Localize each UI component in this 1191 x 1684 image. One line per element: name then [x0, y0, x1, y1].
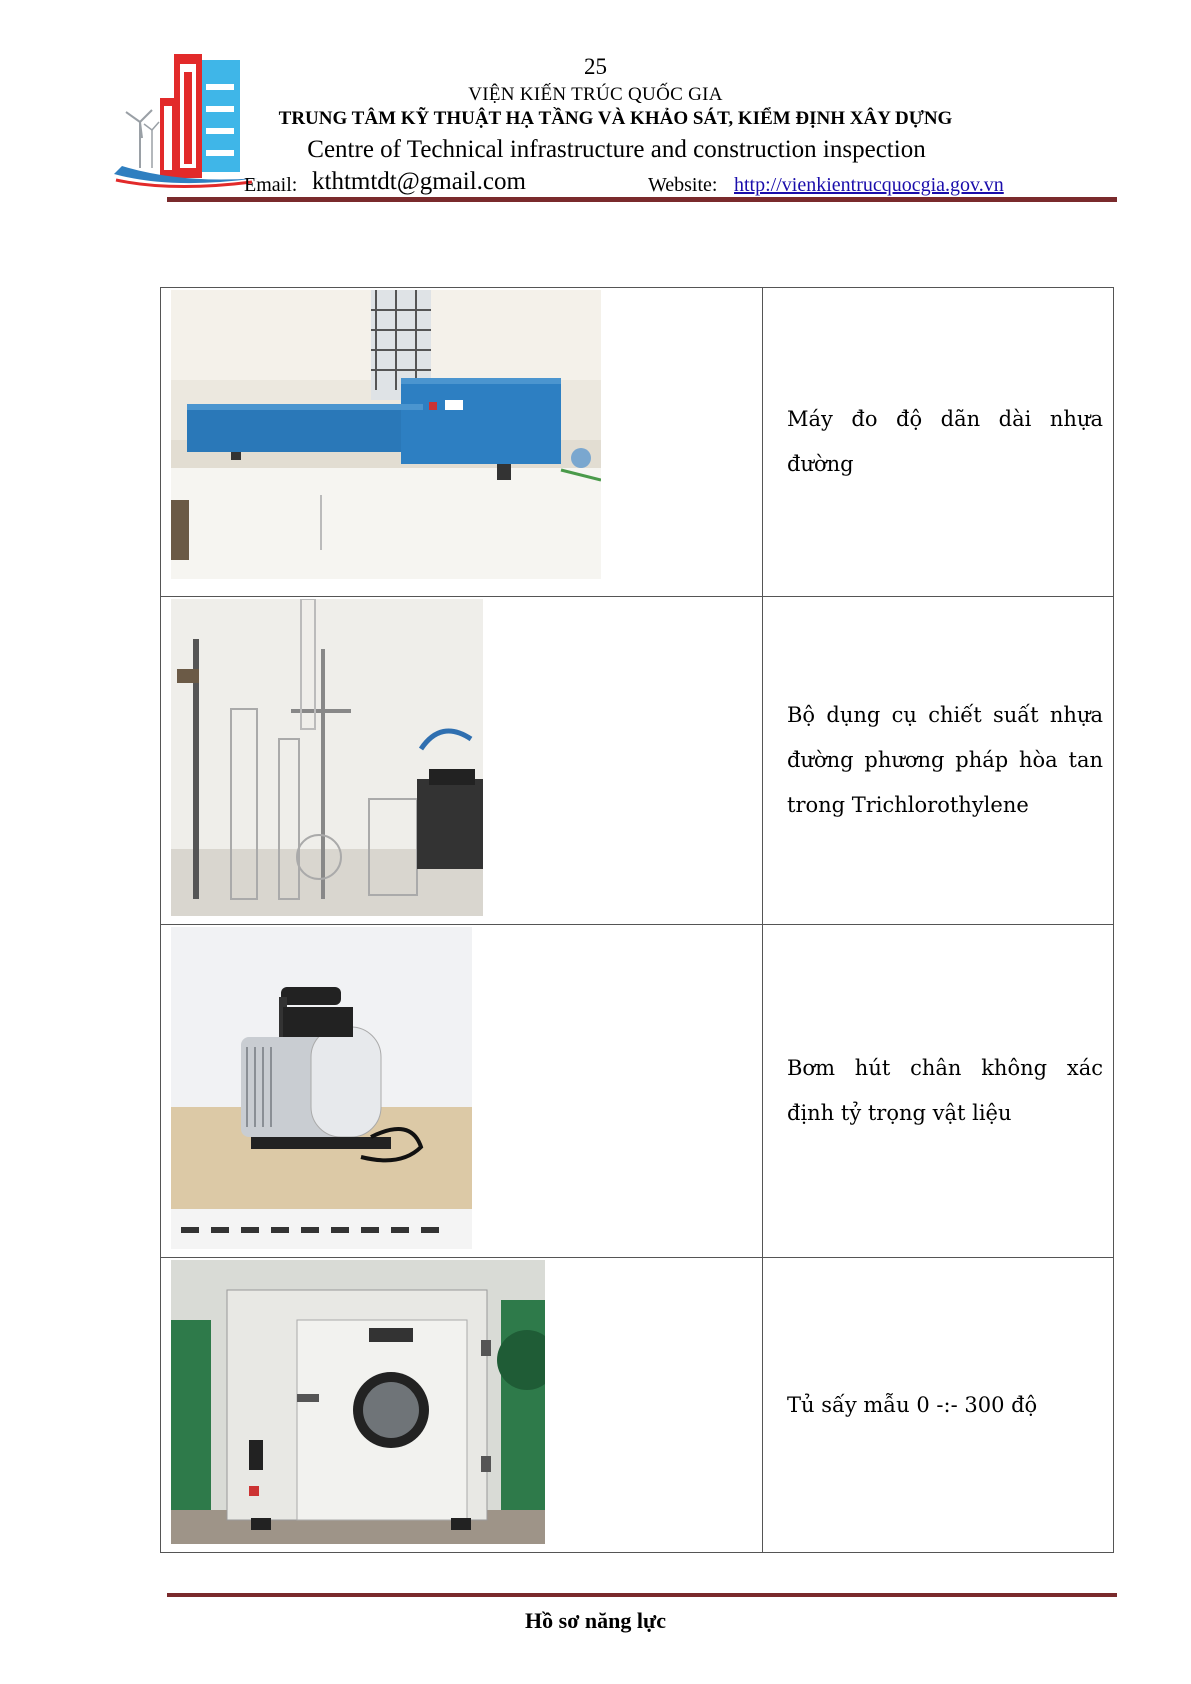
email-label: Email: — [244, 174, 298, 196]
equipment-description: Bơm hút chân không xác định tỷ trọng vật liệu — [763, 925, 1114, 1258]
equipment-photo-cell — [161, 925, 763, 1258]
equipment-photo-cell — [161, 288, 763, 597]
center-name-english: Centre of Technical infrastructure and construction inspection — [307, 136, 926, 163]
contact-line — [244, 168, 1074, 196]
center-name-vietnamese: TRUNG TÂM KỸ THUẬT HẠ TẦNG VÀ KHẢO SÁT, KIỂM ĐỊNH XÂY DỰNG — [278, 108, 953, 129]
drying-oven-photo — [171, 1260, 545, 1544]
institute-name: VIỆN KIẾN TRÚC QUỐC GIA — [468, 84, 723, 105]
footer-title: Hồ sơ năng lực — [525, 1608, 666, 1633]
equipment-description: Bộ dụng cụ chiết suất nhựa đường phương pháp hòa tan trong Trichlorothylene — [763, 597, 1114, 925]
equipment-description: Tủ sấy mẫu 0 -:- 300 độ — [763, 1258, 1114, 1553]
equipment-photo-cell — [161, 1258, 763, 1553]
website-label: Website: — [648, 174, 718, 196]
page-number: 25 — [584, 54, 607, 79]
equipment-row — [161, 597, 1114, 925]
vacuum-pump-photo — [171, 927, 472, 1249]
extraction-apparatus-photo — [171, 599, 483, 916]
equipment-row — [161, 288, 1114, 597]
website-link[interactable]: http://vienkientrucquocgia.gov.vn — [734, 174, 1004, 196]
ductility-tester-photo — [171, 290, 601, 579]
equipment-photo-cell — [161, 597, 763, 925]
equipment-row — [161, 925, 1114, 1258]
header-divider — [167, 197, 1117, 202]
equipment-description: Máy đo độ dãn dài nhựa đường — [763, 288, 1114, 597]
footer-divider — [167, 1593, 1117, 1597]
email-address: kthtmtdt@gmail.com — [312, 168, 526, 195]
equipment-table — [160, 287, 1114, 1553]
equipment-row — [161, 1258, 1114, 1553]
